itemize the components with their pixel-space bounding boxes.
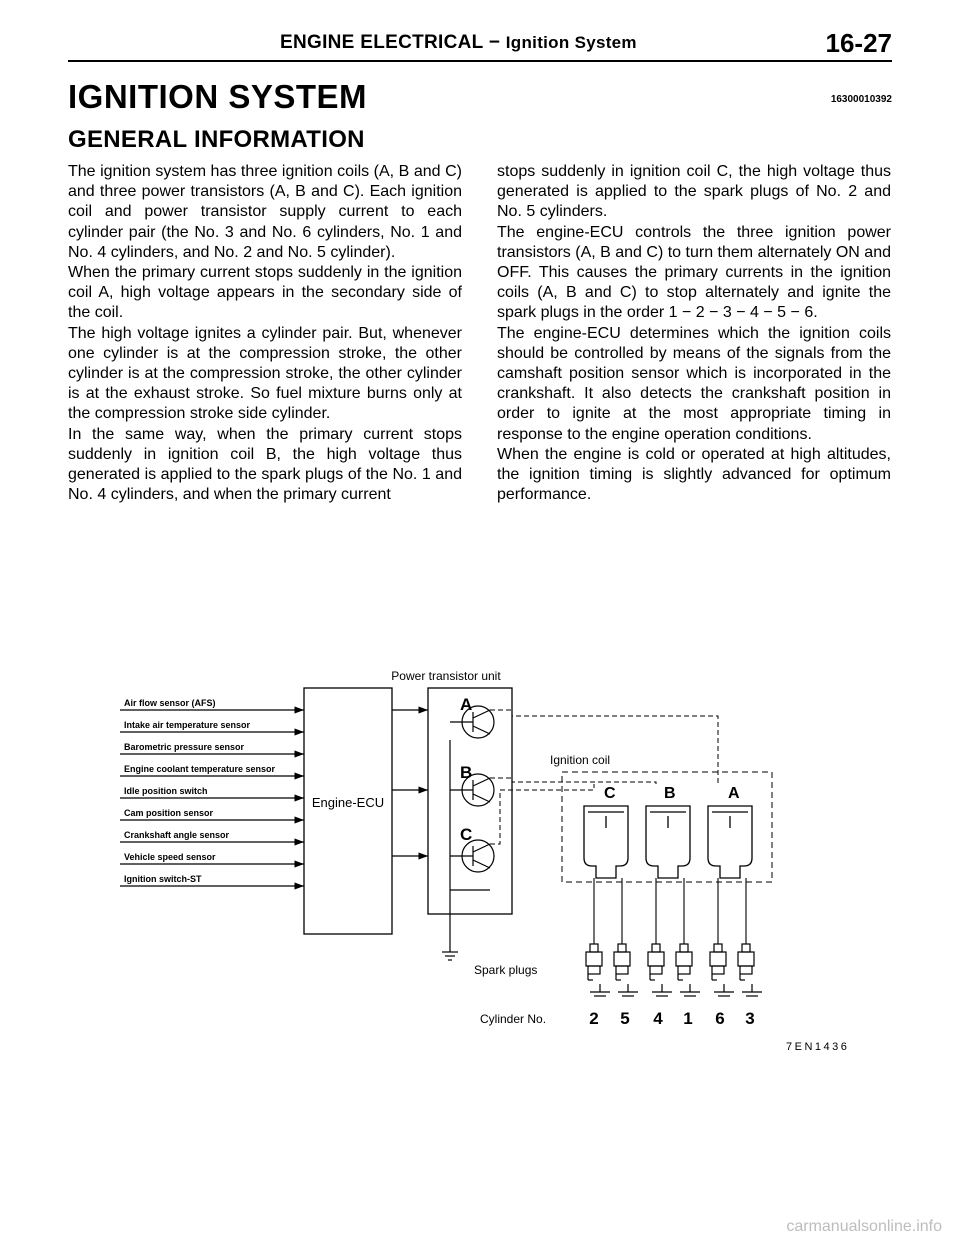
- engine-ecu-label: Engine-ECU: [311, 795, 385, 810]
- page-number: 16-27: [825, 28, 892, 58]
- transistor-b-label: B: [460, 763, 473, 782]
- power-transistor-unit-label: Power transistor unit: [391, 669, 501, 683]
- figure-code: 7EN1436: [786, 1041, 850, 1053]
- engine-ecu-box: [304, 688, 392, 934]
- paragraph: The engine-ECU determines which the ignition coils should be controlled by means of the signals from the camshaft position sensor which is incorporated in the crankshaft. It also detects the crankshaft position in order to ignite at the most appropriate timing in response to the engine operation conditions.: [497, 324, 891, 443]
- text-column-right: [497, 162, 891, 505]
- input-label-ignition-switch: Ignition switch-ST: [124, 874, 202, 884]
- diagram-svg: [110, 660, 870, 1060]
- paragraph: In the same way, when the primary current stops suddenly in ignition coil B, the high voltage thus generated is applied to the spark plugs of the No. 1 and No. 4 cylinders, and when the primary current: [68, 425, 462, 504]
- cylinder-number: 1: [683, 1009, 693, 1028]
- input-label-barometric: Barometric pressure sensor: [124, 742, 245, 752]
- section-subtitle: GENERAL INFORMATION: [68, 126, 365, 153]
- input-label-crank: Crankshaft angle sensor: [124, 830, 230, 840]
- header-rule: [68, 60, 892, 62]
- paragraph: The high voltage ignites a cylinder pair. But, whenever one cylinder is at the compression stroke, the other cylinder is at the compression stroke, the other cylinder is at the exhaust stroke. So fuel mixture burns only at the compression stroke side cylinder.: [68, 324, 462, 423]
- cylinder-number-label: Cylinder No.: [480, 1012, 547, 1026]
- sensor-inputs: [120, 698, 304, 886]
- ground-symbol: [442, 890, 458, 960]
- spark-plugs: [586, 944, 762, 996]
- header-separator: −: [483, 32, 506, 53]
- input-label-cam: Cam position sensor: [124, 808, 214, 818]
- input-label-intake-temp: Intake air temperature sensor: [124, 720, 251, 730]
- paragraph: The ignition system has three ignition coils (A, B and C) and three power transistors (A, B and C). Each ignition coil and power transistor supply current to each cylinder pair (the No. 3 and No. 6 cylinders, No. 1 and No. 4 cylinders, and No. 2 and No. 5 cylinder).: [68, 163, 462, 261]
- transistor-symbols: [450, 706, 494, 890]
- document-id: 16300010392: [830, 94, 892, 105]
- transistor-c-label: C: [460, 825, 473, 844]
- cylinder-number: 5: [620, 1009, 630, 1028]
- cylinder-number: 6: [715, 1009, 725, 1028]
- input-label-afs: Air flow sensor (AFS): [124, 698, 216, 708]
- header-title: [280, 32, 637, 54]
- ignition-system-diagram: [110, 660, 870, 1060]
- cylinder-numbers: [589, 1009, 754, 1028]
- cylinder-number: 4: [653, 1009, 663, 1028]
- cylinder-number: 3: [745, 1009, 755, 1028]
- page-header: [68, 28, 892, 60]
- input-label-idle: Idle position switch: [124, 786, 208, 796]
- header-subsection: Ignition System: [505, 33, 637, 52]
- input-label-coolant: Engine coolant temperature sensor: [124, 764, 276, 774]
- paragraph: When the engine is cold or operated at high altitudes, the ignition timing is slightly advanced for optimum performance.: [497, 445, 891, 504]
- header-section: ENGINE ELECTRICAL: [280, 32, 484, 53]
- coil-b-label: B: [664, 785, 676, 802]
- ignition-coil-label: Ignition coil: [550, 753, 611, 767]
- paragraph: When the primary current stops suddenly in the ignition coil A, high voltage appears in the secondary side of the coil.: [68, 264, 462, 322]
- input-label-speed: Vehicle speed sensor: [124, 852, 216, 862]
- high-tension-leads: [594, 878, 746, 944]
- paragraph: stops suddenly in ignition coil C, the high voltage thus generated is applied to the spark plugs of No. 2 and No. 5 cylinders.: [497, 163, 891, 221]
- footer-watermark: carmanualsonline.info: [786, 1218, 942, 1235]
- page-title: IGNITION SYSTEM: [68, 78, 368, 115]
- transistor-a-label: A: [460, 695, 473, 714]
- coil-control-lines: [490, 710, 718, 844]
- cylinder-number: 2: [589, 1009, 599, 1028]
- coil-c-label: C: [604, 785, 616, 802]
- spark-plugs-label: Spark plugs: [474, 963, 538, 977]
- ignition-coils: [584, 806, 752, 878]
- text-column-left: [68, 162, 462, 505]
- paragraph: The engine-ECU controls the three ignition power transistors (A, B and C) to turn them alternately ON and OFF. This causes the primary currents in the ignition coils (A, B and C) to stop alternately and ignite the spark plugs in the order 1 − 2 − 3 − 4 − 5 − 6.: [497, 223, 891, 322]
- coil-a-label: A: [728, 785, 740, 802]
